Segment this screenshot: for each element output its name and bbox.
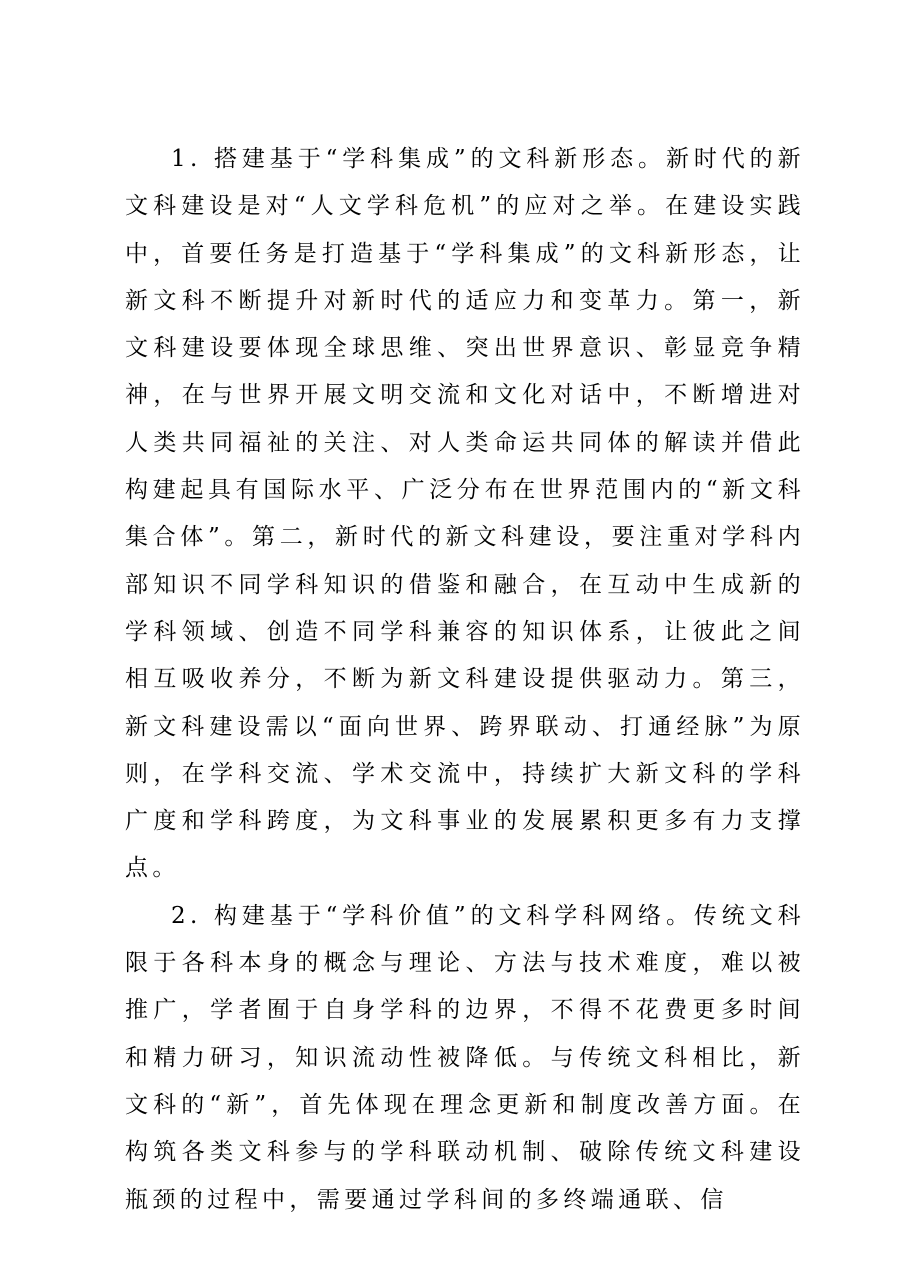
body-text bbox=[125, 136, 805, 1224]
paragraph-2: 2. 构建基于“学科价值”的文科学科网络。传统文科限于各科本身的概念与理论、方法与技术难度，难以被推广，学者囿于自身学科的边界，不得不花费更多时间和精力研习，知识流动性被降低。与传统文科相比，新文科的“新”，首先体现在理念更新和制度改善方面。在构筑各类文科参与的学科联动机制、破除传统文科建设瓶颈的过程中，需要通过学科间的多终端通联、信 bbox=[125, 902, 805, 1213]
paragraph-1: 1. 搭建基于“学科集成”的文科新形态。新时代的新文科建设是对“人文学科危机”的应对之举。在建设实践中，首要任务是打造基于“学科集成”的文科新形态，让新文科不断提升对新时代的适应力和变革力。第一，新文科建设要体现全球思维、突出世界意识、彰显竞争精神，在与世界开展文明交流和文化对话中，不断增进对人类共同福祉的关注、对人类命运共同体的解读并借此构建起具有国际水平、广泛分布在世界范围内的“新文科集合体”。第二，新时代的新文科建设，要注重对学科内部知识不同学科知识的借鉴和融合，在互动中生成新的学科领域、创造不同学科兼容的知识体系，让彼此之间相互吸收养分，不断为新文科建设提供驱动力。第三，新文科建设需以“面向世界、跨界联动、打通经脉”为原则，在学科交流、学术交流中，持续扩大新文科的学科广度和学科跨度，为文科事业的发展累积更多有力支撑点。 bbox=[125, 146, 805, 882]
